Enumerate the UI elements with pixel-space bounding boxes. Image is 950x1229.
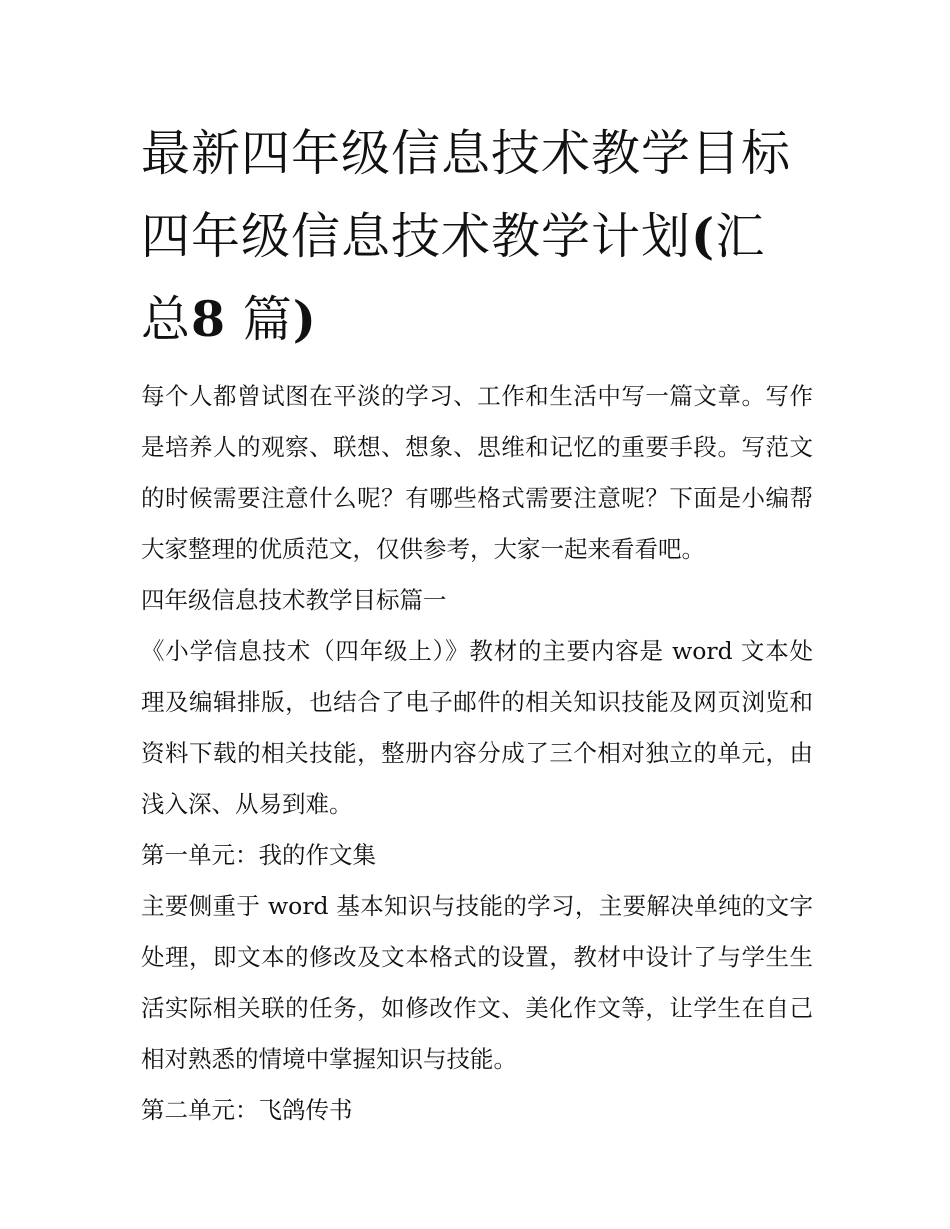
unit-heading: 第二单元：飞鸽传书 [141, 1096, 353, 1124]
title-paren-open: ( [691, 207, 716, 265]
unit-heading: 第一单元：我的作文集 [141, 841, 376, 869]
intro-paragraph: 每个人都曾试图在平淡的学习、工作和生活中写一篇文章。写作是培养人的观察、联想、想象、思维和记忆的重要手段。写范文的时候需要注意什么呢？有哪些格式需要注意呢？下面是小编帮大家整理的优质范文，仅供参考，大家一起来看看吧。 [141, 382, 813, 563]
section-heading: 四年级信息技术教学目标篇一 [141, 586, 447, 614]
title-unit: 篇 [226, 291, 293, 348]
body-paragraph: 主要侧重于 word 基本知识与技能的学习，主要解决单纯的文字处理，即文本的修改及文本格式的设置，教材中设计了与学生生活实际相关联的任务，如修改作文、美化作文等，让学生在自己相对熟悉的情境中掌握知识与技能。 [141, 892, 813, 1073]
document-body [141, 112, 813, 1136]
title-text: 最新四年级信息技术教学目标四年级信息技术教学计划 [141, 125, 792, 265]
title-text-summary: 汇总 [141, 208, 766, 348]
title-paren-close: ) [292, 290, 317, 348]
document-title [141, 112, 813, 361]
title-count: 8 [191, 290, 227, 348]
body-paragraph: 《小学信息技术（四年级上）》教材的主要内容是 word 文本处理及编辑排版，也结合了电子邮件的相关知识技能及网页浏览和资料下载的相关技能，整册内容分成了三个相对独立的单元，由浅入深、从易到难。 [141, 637, 813, 818]
